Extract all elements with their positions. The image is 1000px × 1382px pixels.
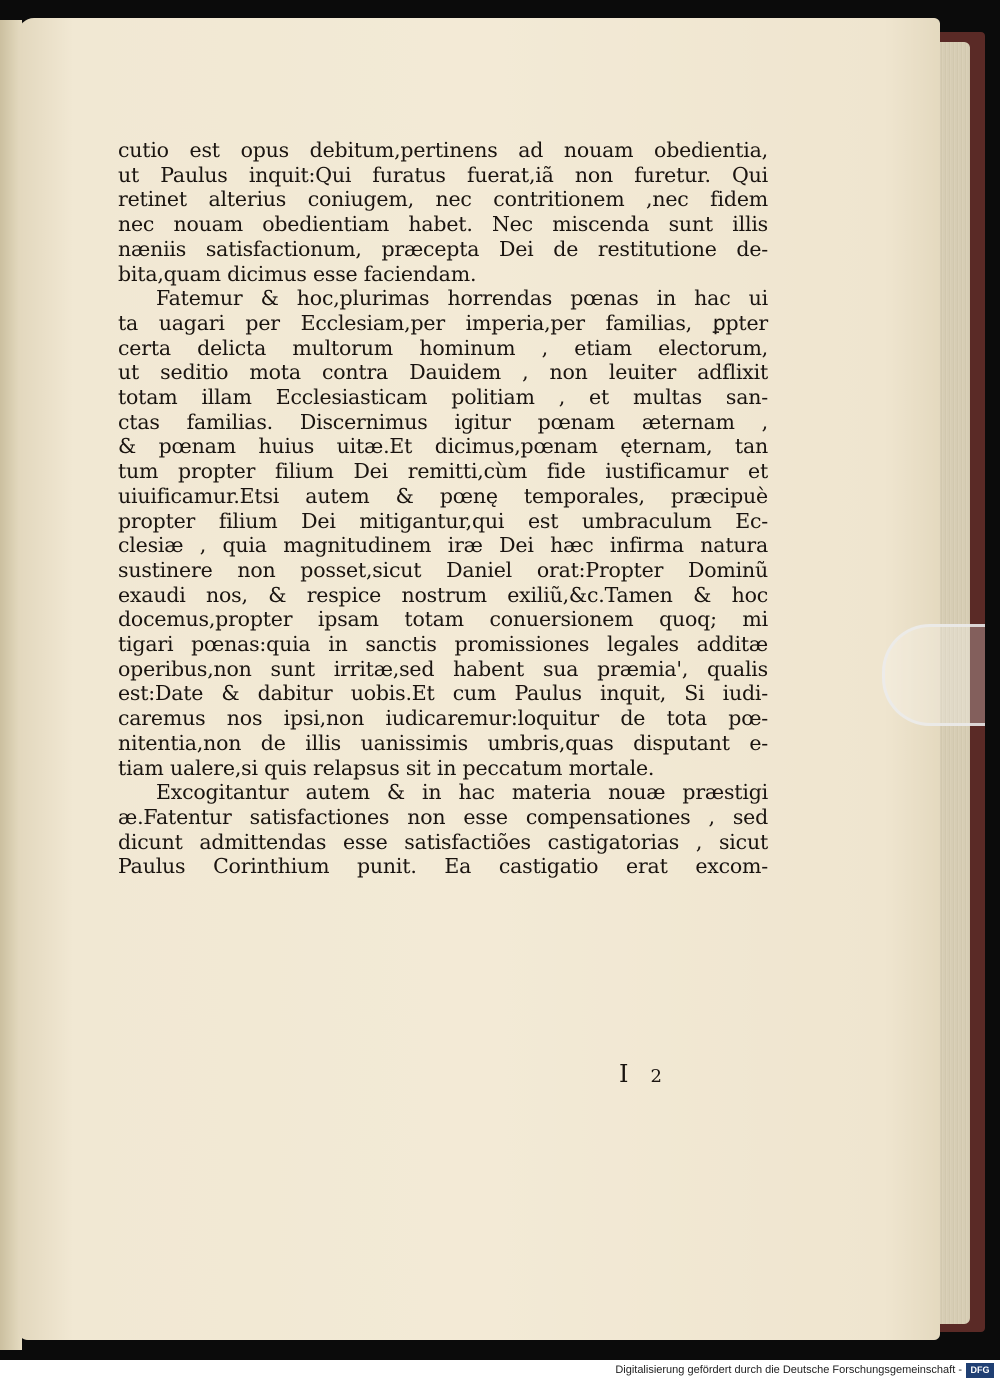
text-line: tiam ualere,si quis relapsus sit in peccatum mortale.	[118, 755, 655, 780]
text-line: tigari pœnas:quia in sanctis promissiones legales additæ	[118, 632, 768, 657]
text-line: & pœnam huius uitæ.Et dicimus,pœnam ęternam, tan	[118, 434, 768, 459]
text-line: Paulus Corinthium punit. Ea castigatio erat excom-	[118, 854, 768, 879]
signature-mark	[619, 1060, 662, 1088]
text-line: cutio est opus debitum,pertinens ad nouam obedientia,	[118, 138, 768, 162]
text-line: tum propter filium Dei remitti,cùm fide iustificamur et	[118, 459, 768, 484]
text-line: bita,quam dicimus esse faciendam.	[118, 261, 477, 286]
text-line: ta uagari per Ecclesiam,per imperia,per familias, ꝑpter	[118, 310, 768, 335]
text-line: operibus,non sunt irritæ,sed habent sua præmia', qualis	[118, 656, 768, 681]
text-line: est:Date & dabitur uobis.Et cum Paulus inquit, Si iudi-	[118, 681, 768, 706]
text-line: propter filium Dei mitigantur,qui est umbraculum Ec-	[118, 508, 768, 533]
text-line: ut seditio mota contra Dauidem , non leuiter adflixit	[118, 360, 768, 385]
dfg-logo: DFG	[966, 1363, 994, 1378]
text-line: caremus nos ipsi,non iudicaremur:loquitur de tota pœ-	[118, 706, 768, 731]
text-line: docemus,propter ipsam totam conuersionem quoq; mi	[118, 607, 768, 632]
signature-number: 2	[650, 1066, 662, 1087]
text-line: Excogitantur autem & in hac materia nouæ præstigi	[156, 780, 768, 805]
text-line: retinet alterius coniugem, nec contritionem ,nec fidem	[118, 187, 768, 212]
text-line: ut Paulus inquit:Qui furatus fuerat,iã non furetur. Qui	[118, 162, 768, 187]
text-line: certa delicta multorum hominum , etiam electorum,	[118, 335, 768, 360]
text-line: æ.Fatentur satisfactiones non esse compensationes , sed	[118, 804, 768, 829]
text-line: sustinere non posset,sicut Daniel orat:Propter Dominũ	[118, 557, 768, 582]
text-line: nitentia,non de illis uanissimis umbris,quas disputant e-	[118, 730, 768, 755]
funding-credit: Digitalisierung gefördert durch die Deutsche Forschungsgemeinschaft -	[615, 1364, 962, 1376]
text-line: exaudi nos, & respice nostrum exiliũ,&c.Tamen & hoc	[118, 582, 768, 607]
text-line: uiuificamur.Etsi autem & pœnę temporales, præcipuè	[118, 483, 768, 508]
page-text	[118, 138, 768, 879]
text-line: clesiæ , quia magnitudinem iræ Dei hæc infirma natura	[118, 533, 768, 558]
signature-letter: I	[619, 1060, 629, 1088]
footer-bar	[0, 1360, 1000, 1382]
text-line: nec nouam obedientiam habet. Nec miscenda sunt illis	[118, 212, 768, 237]
paper-clip	[882, 624, 985, 726]
text-line: næniis satisfactionum, præcepta Dei de restitutione de-	[118, 236, 768, 261]
text-line: Fatemur & hoc,plurimas horrendas pœnas in hac ui	[156, 286, 768, 311]
text-line: totam illam Ecclesiasticam politiam , et multas san-	[118, 385, 768, 410]
text-line: ctas familias. Discernimus igitur pœnam æternam ,	[118, 409, 768, 434]
text-line: dicunt admittendas esse satisfactiões castigatorias , sicut	[118, 829, 768, 854]
